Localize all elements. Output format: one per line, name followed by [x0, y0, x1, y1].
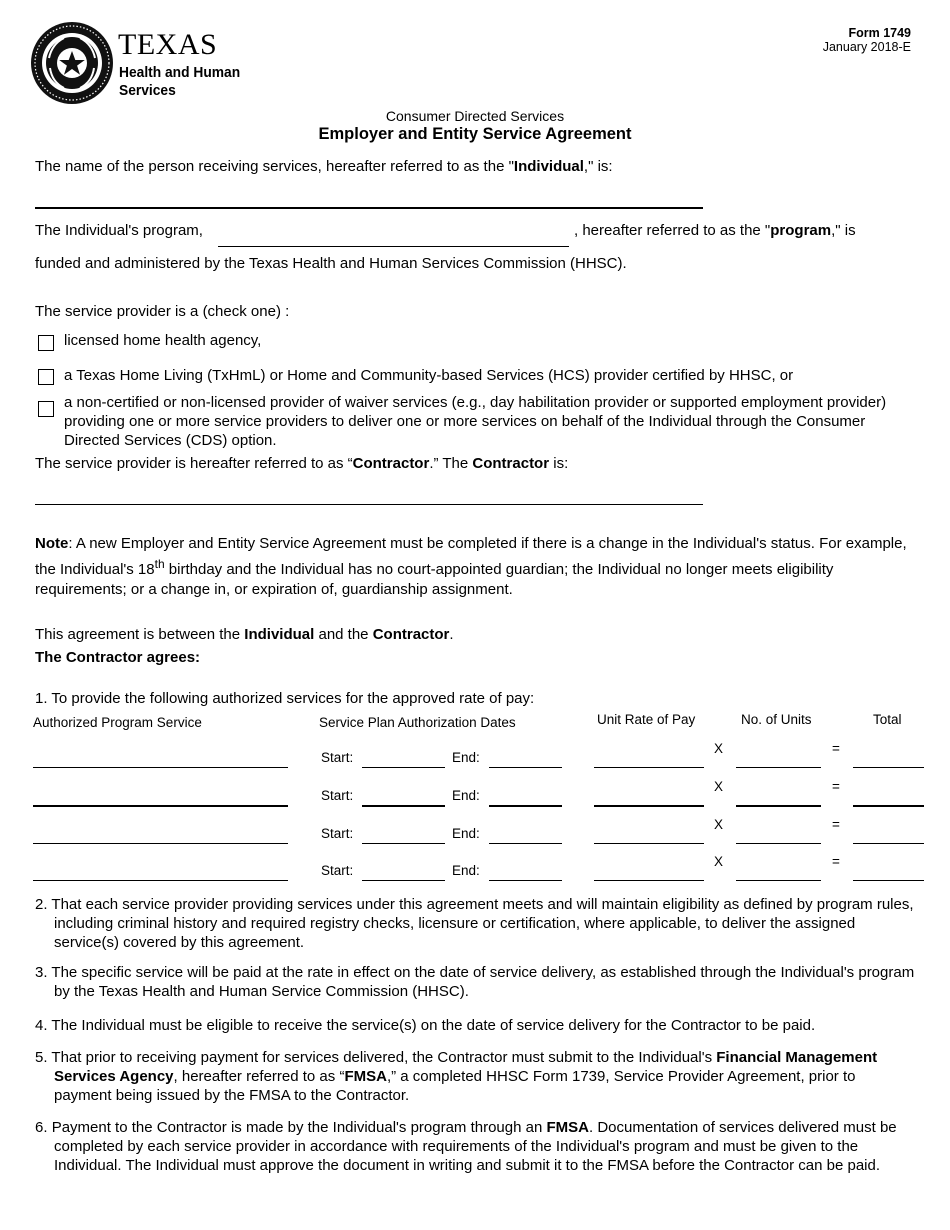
program-funding: funded and administered by the Texas Health and Human Services Commission (HHSC).: [35, 255, 627, 272]
contractor-agrees-heading: The Contractor agrees:: [35, 649, 201, 666]
equals-sign-4: =: [832, 854, 840, 869]
total-field-2[interactable]: [853, 805, 924, 807]
start-label-1: Start:: [321, 750, 354, 765]
end-label-2: End:: [452, 788, 480, 803]
start-date-field-1[interactable]: [362, 767, 445, 768]
individual-name-field[interactable]: [35, 207, 703, 209]
units-field-4[interactable]: [736, 880, 821, 881]
unit-rate-field-3[interactable]: [594, 843, 704, 844]
hhs-logo: [30, 20, 260, 108]
agreement-parties: This agreement is between the Individual and the Contractor.: [35, 626, 454, 643]
end-label-1: End:: [452, 750, 480, 765]
agreement-item-5: 5. That prior to receiving payment for services delivered, the Contractor must submit to the Individual's Financial Management Services Agency, hereafter referred to as “FMSA,” a completed HHSC Form 1739, Service Provider Agreement, prior to payment being issued by the FMSA to the Contractor.: [35, 1049, 878, 1104]
start-label-3: Start:: [321, 826, 354, 841]
end-date-field-1[interactable]: [489, 767, 562, 768]
multiply-sign-2: X: [714, 779, 724, 794]
start-label-2: Start:: [321, 788, 354, 803]
total-field-3[interactable]: [853, 843, 924, 844]
unit-rate-field-2[interactable]: [594, 805, 704, 807]
form-meta: [823, 26, 911, 54]
provider-option-label-3: a non-certified or non-licensed provider of waiver services (e.g., day habilitation provider or supported employment provider) providing one or more service providers to deliver one or more services on behalf of the Individual through the Consumer Directed Services (CDS) option.: [64, 394, 887, 449]
start-date-field-4[interactable]: [362, 880, 445, 881]
end-date-field-2[interactable]: [489, 805, 562, 807]
total-field-4[interactable]: [853, 880, 924, 881]
provider-option-label-2: a Texas Home Living (TxHmL) or Home and Community-based Services (HCS) provider certified by HHSC, or: [64, 367, 794, 384]
end-date-field-3[interactable]: [489, 843, 562, 844]
unit-rate-field-4[interactable]: [594, 880, 704, 881]
agreement-item-4: 4. The Individual must be eligible to receive the service(s) on the date of service delivery for the Contractor to be paid.: [35, 1017, 816, 1034]
provider-option-label-1: licensed home health agency,: [64, 332, 262, 349]
multiply-sign-4: X: [714, 854, 724, 869]
end-label-3: End:: [452, 826, 480, 841]
agreement-item-3: 3. The specific service will be paid at the rate in effect on the date of service delivery, as established through the Individual's program by the Texas Health and Human Service Commission (HHSC).: [35, 964, 915, 1000]
program-name-field[interactable]: [218, 246, 569, 247]
provider-option-checkbox-1[interactable]: [38, 335, 54, 351]
service-name-field-2[interactable]: [33, 805, 288, 807]
service-name-field-1[interactable]: [33, 767, 288, 768]
provider-option-checkbox-3[interactable]: [38, 401, 54, 417]
header-total: Total: [873, 712, 902, 727]
contractor-intro: The service provider is hereafter referred to as “Contractor.” The Contractor is:: [35, 455, 569, 472]
multiply-sign-1: X: [714, 741, 724, 756]
form-title: Employer and Entity Service Agreement: [318, 125, 632, 143]
provider-option-checkbox-2[interactable]: [38, 369, 54, 385]
service-name-field-3[interactable]: [33, 843, 288, 844]
end-label-4: End:: [452, 863, 480, 878]
total-field-1[interactable]: [853, 767, 924, 768]
agreement-item-2: 2. That each service provider providing services under this agreement meets and will maintain eligibility as defined by program rules, including criminal history and required registry checks, licensure or certification, where applicable, to deliver the assigned service(s) covered by this agreement.: [35, 896, 914, 951]
equals-sign-2: =: [832, 779, 840, 794]
contractor-name-field[interactable]: [35, 504, 703, 505]
logo-state: TEXAS: [118, 28, 218, 61]
units-field-2[interactable]: [736, 805, 821, 807]
form-date: January 2018-E: [822, 40, 911, 54]
form-number: Form 1749: [848, 26, 911, 40]
end-date-field-4[interactable]: [489, 880, 562, 881]
equals-sign-3: =: [832, 817, 840, 832]
services-intro: 1. To provide the following authorized services for the approved rate of pay:: [35, 690, 535, 707]
start-date-field-2[interactable]: [362, 805, 445, 807]
units-field-3[interactable]: [736, 843, 821, 844]
unit-rate-field-1[interactable]: [594, 767, 704, 768]
provider-question: The service provider is a (check one) :: [35, 303, 290, 320]
logo-agency-line1: Health and Human: [119, 64, 241, 81]
program-prefix: The Individual's program,: [35, 222, 203, 239]
header-service: Authorized Program Service: [33, 715, 202, 730]
individual-intro: The name of the person receiving services, hereafter referred to as the "Individual," is:: [35, 158, 613, 175]
header-units: No. of Units: [741, 712, 812, 727]
equals-sign-1: =: [832, 741, 840, 756]
status-change-note: Note: A new Employer and Entity Service Agreement must be completed if there is a change in the Individual's status. For example, the Individual's 18th birthday and the Individual has no court-appointed guardian; the Individual no longer meets eligibility requirements; or a change in, or expiration of, guardianship assignment.: [35, 535, 907, 598]
multiply-sign-3: X: [714, 817, 724, 832]
service-name-field-4[interactable]: [33, 880, 288, 881]
header-rate: Unit Rate of Pay: [597, 712, 696, 727]
program-suffix: , hereafter referred to as the "program," is: [574, 222, 856, 239]
form-subtitle: Consumer Directed Services: [385, 108, 565, 124]
header-dates: Service Plan Authorization Dates: [319, 715, 516, 730]
start-label-4: Start:: [321, 863, 354, 878]
texas-seal-icon: [30, 20, 114, 106]
units-field-1[interactable]: [736, 767, 821, 768]
logo-agency-line2: Services: [119, 82, 176, 99]
agreement-item-6: 6. Payment to the Contractor is made by the Individual's program through an FMSA. Documentation of services delivered must be completed by each service provider in accordance with requirements of the Individual's program and must be given to the Individual. The Individual must approve the document in writing and submit it to the FMSA before the Contractor can be paid.: [35, 1119, 897, 1174]
start-date-field-3[interactable]: [362, 843, 445, 844]
